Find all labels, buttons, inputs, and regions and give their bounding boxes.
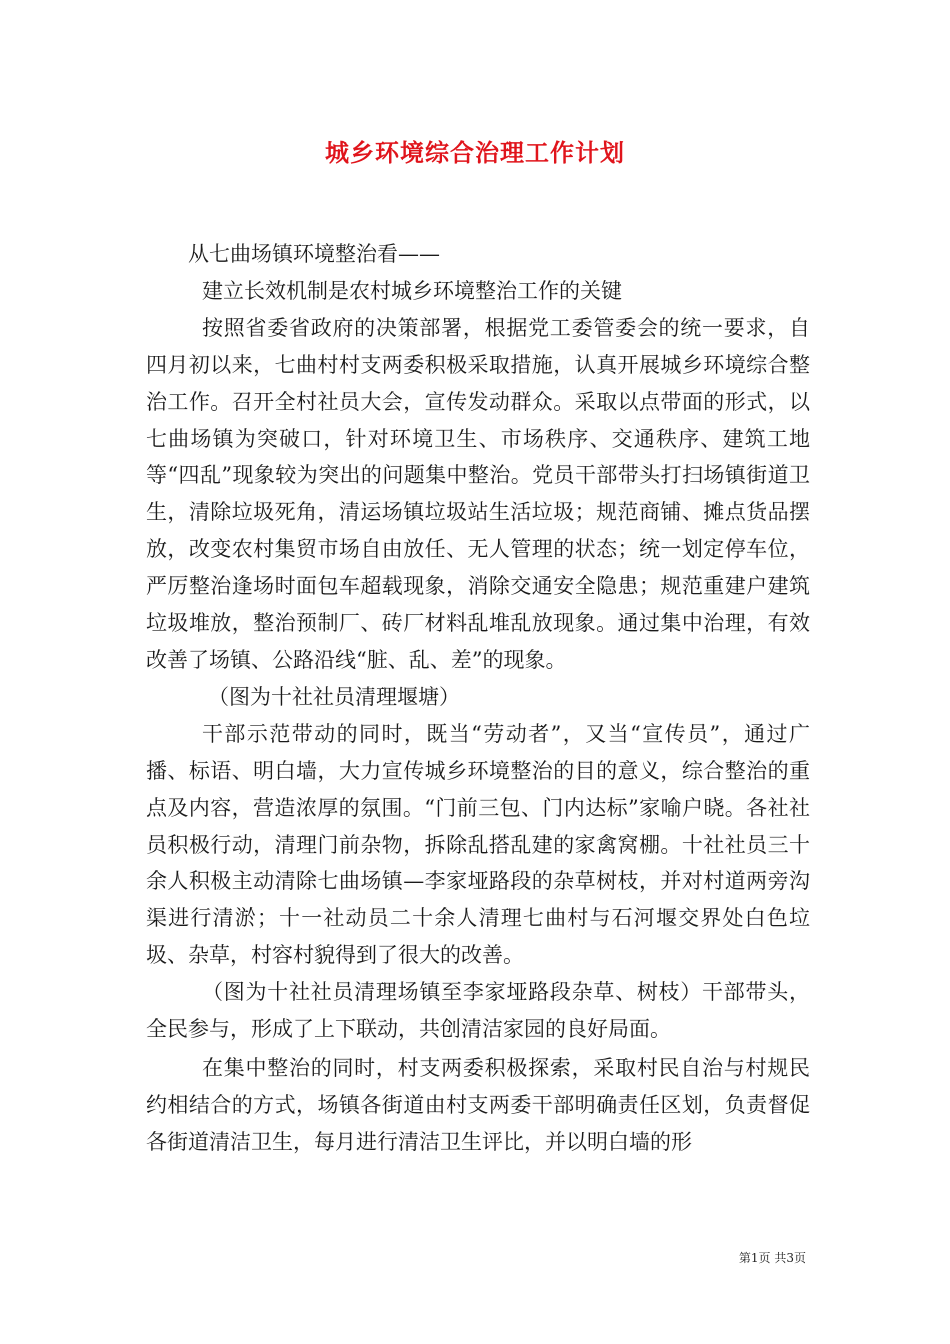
- page-number-suffix: 页: [793, 1251, 806, 1265]
- document-title: 城乡环境综合治理工作计划: [325, 138, 625, 167]
- paragraph-subtitle: 建立长效机制是农村城乡环境整治工作的关键: [202, 278, 622, 303]
- page-number-current: 1: [750, 1251, 759, 1265]
- paragraph-caption-2: （图为十社社员清理场镇至李家垭路段杂草、树枝）干部带头，全民参与，形成了上下联动，共创清洁家园的良好局面。: [146, 980, 810, 1042]
- page-number-middle: 页 共: [758, 1251, 787, 1265]
- paragraph-body-3: 在集中整治的同时，村支两委积极探索，采取村民自治与村规民约相结合的方式，场镇各街道由村支两委干部明确责任区划，负责督促各街道清洁卫生，每月进行清洁卫生评比，并以明白墙的形: [146, 1055, 810, 1154]
- document-body: [146, 236, 810, 1161]
- page-number-total: 3: [786, 1251, 794, 1265]
- paragraph-body-1: 按照省委省政府的决策部署，根据党工委管委会的统一要求，自四月初以来，七曲村村支两委积极采取措施，认真开展城乡环境综合整治工作。召开全村社员大会，宣传发动群众。采取以点带面的形式，以七曲场镇为突破口，针对环境卫生、市场秩序、交通秩序、建筑工地等“四乱”现象较为突出的问题集中整治。党员干部带头打扫场镇街道卫生，清除垃圾死角，清运场镇垃圾站生活垃圾；规范商铺、摊点货品摆放，改变农村集贸市场自由放任、无人管理的状态；统一划定停车位，严厉整治逢场时面包车超载现象，消除交通安全隐患；规范重建户建筑垃圾堆放，整治预制厂、砖厂材料乱堆乱放现象。通过集中治理，有效改善了场镇、公路沿线“脏、乱、差”的现象。: [146, 315, 810, 672]
- page-number-prefix: 第: [738, 1251, 751, 1265]
- paragraph-intro: 从七曲场镇环境整治看——: [188, 242, 440, 266]
- paragraph-body-2: 干部示范带动的同时，既当“劳动者”，又当“宣传员”，通过广播、标语、明白墙，大力宣传城乡环境整治的目的意义，综合整治的重点及内容，营造浓厚的氛围。“门前三包、门内达标”家喻户晓。各社社员积极行动，清理门前杂物，拆除乱搭乱建的家禽窝棚。十社社员三十余人积极主动清除七曲场镇—李家垭路段的杂草树枝，并对村道两旁沟渠进行清淤；十一社动员二十余人清理七曲村与石河堰交界处白色垃圾、杂草，村容村貌得到了很大的改善。: [146, 721, 810, 968]
- paragraph-caption-1: （图为十社社员清理堰塘）: [208, 684, 460, 709]
- page-number: [739, 1249, 806, 1266]
